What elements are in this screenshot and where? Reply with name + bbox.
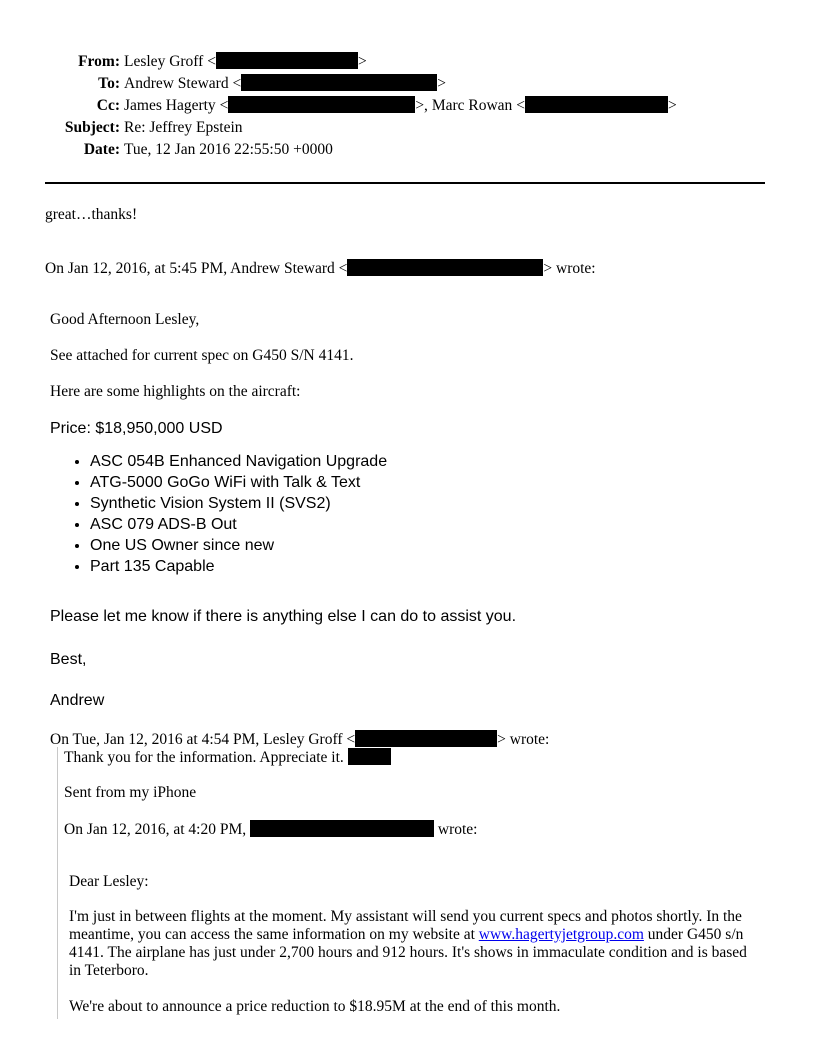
- date-label: Date:: [83, 141, 120, 158]
- from-label: From:: [78, 53, 120, 70]
- from-name: Lesley Groff: [124, 53, 204, 70]
- hagerty-paragraph-2: We're about to announce a price reduction to $18.95M at the end of this month.: [69, 998, 561, 1015]
- list-item: • ATG-5000 GoGo WiFi with Talk & Text: [90, 472, 387, 493]
- to-name: Andrew Steward: [124, 75, 229, 92]
- steward-line-1: See attached for current spec on G450 S/N 4141.: [50, 347, 354, 364]
- header-to-row: To: Andrew Steward < >: [0, 73, 700, 95]
- redacted-email: [216, 52, 358, 69]
- paragraph-text: I'm just in between flights at the moment. My assistant will send you current specs and photos shortly. In the meantime, you can access the same information on my website at: [69, 908, 742, 943]
- header-divider: [45, 182, 765, 184]
- cc-label: Cc:: [96, 97, 120, 114]
- list-item: • ASC 079 ADS-B Out: [90, 514, 387, 535]
- attribution-groff: On Tue, Jan 12, 2016 at 4:54 PM, Lesley Groff < > wrote:: [50, 731, 550, 748]
- header-date-row: [0, 139, 700, 161]
- paragraph-text: under G450 s/n 4141. The airplane has just under 2,700 hours and 912 hours. It's shows in immaculate condition and is based in Teterboro.: [69, 926, 747, 979]
- groff-line-1: [64, 748, 391, 767]
- redacted-email: [347, 259, 543, 276]
- list-item: • Synthetic Vision System II (SVS2): [90, 493, 387, 514]
- attribution-suffix: wrote:: [556, 260, 596, 277]
- redacted-email: [228, 96, 415, 113]
- groff-line-2: Sent from my iPhone: [64, 784, 197, 801]
- redacted-block: [348, 748, 391, 765]
- attribution-hagerty: [64, 820, 477, 839]
- date-value: Tue, 12 Jan 2016 22:55:50 +0000: [124, 141, 333, 158]
- attribution-prefix: On Jan 12, 2016, at 5:45 PM, Andrew Steward: [45, 260, 335, 277]
- attribution-prefix: On Jan 12, 2016, at 4:20 PM,: [64, 821, 247, 838]
- subject-value: Re: Jeffrey Epstein: [124, 119, 243, 136]
- list-item: • Part 135 Capable: [90, 556, 387, 577]
- reply-text: great…thanks!: [45, 206, 138, 223]
- groff-line-1-text: Thank you for the information. Appreciate it.: [64, 749, 344, 766]
- sign-off: Best,: [50, 651, 87, 668]
- attribution-steward: On Jan 12, 2016, at 5:45 PM, Andrew Steward < > wrote:: [45, 260, 596, 277]
- hagerty-paragraph-1: [69, 908, 759, 980]
- attribution-suffix: wrote:: [509, 731, 550, 748]
- steward-greeting: Good Afternoon Lesley,: [50, 311, 200, 328]
- hagerty-greeting: Dear Lesley:: [69, 873, 149, 890]
- redacted-email: [525, 96, 668, 113]
- price-line: Price: $18,950,000 USD: [50, 420, 223, 437]
- website-link[interactable]: www.hagertyjetgroup.com: [478, 926, 644, 943]
- header-cc-row: Cc: James Hagerty < >, Marc Rowan < >: [0, 95, 700, 117]
- redacted-email: [355, 730, 497, 747]
- cc-name-1: James Hagerty: [124, 97, 216, 114]
- header-subject-row: [0, 117, 700, 139]
- attribution-prefix: On Tue, Jan 12, 2016 at 4:54 PM, Lesley Groff: [50, 731, 343, 748]
- subject-label: Subject:: [64, 119, 120, 136]
- attribution-suffix: wrote:: [437, 821, 478, 838]
- steward-line-2: Here are some highlights on the aircraft:: [50, 383, 301, 400]
- header-from-row: From: Lesley Groff < >: [0, 51, 700, 73]
- redacted-sender: [250, 820, 434, 837]
- closing-line: Please let me know if there is anything else I can do to assist you.: [50, 608, 517, 625]
- to-label: To:: [98, 75, 120, 92]
- list-item: • ASC 054B Enhanced Navigation Upgrade: [90, 451, 387, 472]
- highlights-list: [50, 451, 387, 577]
- signature: Andrew: [50, 692, 105, 709]
- quote-bar: [57, 747, 58, 1019]
- redacted-email: [241, 74, 437, 91]
- cc-name-2: Marc Rowan: [431, 97, 513, 114]
- list-item: • One US Owner since new: [90, 535, 387, 556]
